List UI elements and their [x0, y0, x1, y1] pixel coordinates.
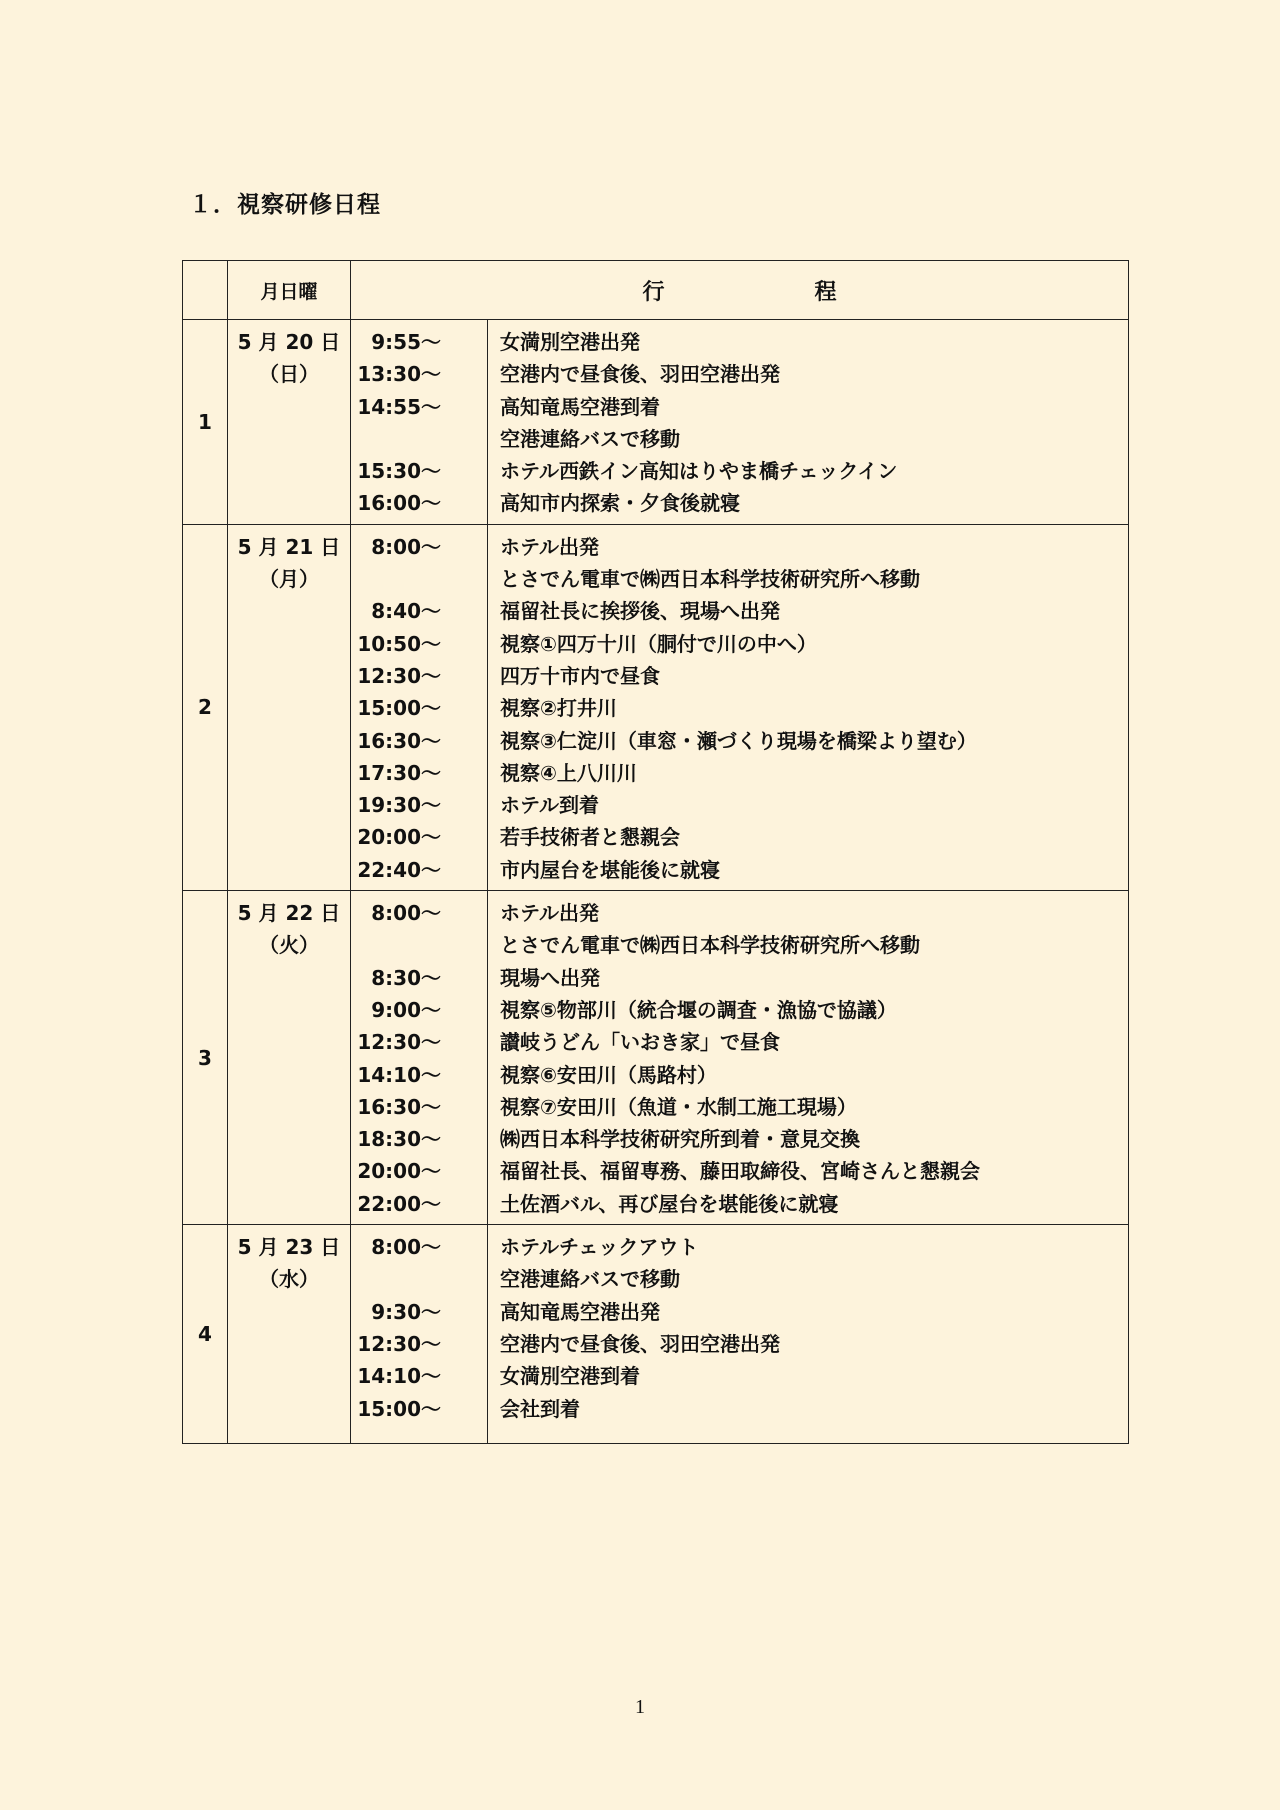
- day-row: [183, 891, 1129, 1225]
- page-number: 1: [635, 1696, 645, 1718]
- weekday: （月）: [259, 566, 319, 591]
- activity: ホテル到着: [500, 793, 599, 818]
- time: 16:30～: [357, 728, 441, 753]
- times-cell: [351, 524, 488, 890]
- time: 20:00～: [357, 1159, 441, 1184]
- activity: 視察④上八川川: [500, 760, 637, 785]
- schedule-table: [182, 260, 1129, 1444]
- activity: 視察⑥安田川（馬路村）: [500, 1062, 717, 1087]
- activity: 現場へ出発: [500, 965, 600, 990]
- day-number: 4: [183, 1225, 228, 1444]
- activities-cell: [488, 524, 1129, 890]
- activity: 女満別空港出発: [500, 330, 640, 354]
- activity: 空港内で昼食後、羽田空港出発: [500, 362, 780, 387]
- activity: とさでん電車で㈱西日本科学技術研究所へ移動: [500, 933, 920, 958]
- time: 19:30～: [357, 793, 441, 818]
- date: 5 月 20 日: [237, 330, 341, 354]
- time: 15:00～: [357, 1396, 441, 1421]
- activity: 視察⑤物部川（統合堰の調査・漁協で協議）: [500, 997, 897, 1022]
- time: 8:00～: [371, 901, 441, 926]
- time: 22:00～: [357, 1191, 441, 1216]
- time: 16:00～: [357, 491, 441, 516]
- header-itinerary-char2: 程: [814, 279, 837, 305]
- activity: 高知竜馬空港出発: [500, 1299, 660, 1324]
- activity: 土佐酒バル、再び屋台を堪能後に就寝: [500, 1191, 839, 1216]
- time: 8:00～: [371, 534, 441, 559]
- time: 15:30～: [357, 459, 441, 484]
- activity: 女満別空港到着: [500, 1364, 640, 1389]
- date: 5 月 21 日: [237, 534, 341, 559]
- activity: ホテルチェックアウト: [500, 1235, 699, 1260]
- time: 17:30～: [357, 760, 441, 785]
- date-cell: [228, 320, 351, 525]
- activity: ㈱西日本科学技術研究所到着・意見交換: [500, 1127, 860, 1152]
- header-itinerary-char1: 行: [642, 279, 665, 305]
- activity: 若手技術者と懇親会: [500, 825, 680, 850]
- activities-cell: [488, 1225, 1129, 1444]
- activity: 視察⑦安田川（魚道・水制工施工現場）: [500, 1094, 857, 1119]
- activity: ホテル出発: [500, 901, 599, 926]
- activity: 視察③仁淀川（車窓・瀬づくり現場を橋梁より望む）: [500, 728, 977, 753]
- times-cell: [351, 320, 488, 525]
- times-cell: [351, 1225, 488, 1444]
- time: 8:40～: [371, 599, 441, 624]
- date: 5 月 23 日: [237, 1235, 341, 1260]
- weekday: （日）: [259, 362, 319, 386]
- time: 8:00～: [371, 1235, 441, 1260]
- activity: 視察②打井川: [500, 696, 617, 721]
- time: 14:10～: [357, 1364, 441, 1389]
- times-cell: [351, 891, 488, 1225]
- time: 12:30～: [357, 1331, 441, 1356]
- date: 5 月 22 日: [237, 901, 341, 926]
- day-row: [183, 320, 1129, 525]
- date-cell: [228, 524, 351, 890]
- activities-cell: [488, 891, 1129, 1225]
- time: 9:55～: [371, 330, 441, 354]
- activity: 讃岐うどん「いおき家」で昼食: [500, 1030, 780, 1055]
- date-cell: [228, 891, 351, 1225]
- time: 8:30～: [371, 965, 441, 990]
- day-number: 2: [183, 524, 228, 890]
- activity: ホテル西鉄イン高知はりやま橋チェックイン: [500, 459, 898, 484]
- activity: とさでん電車で㈱西日本科学技術研究所へ移動: [500, 567, 920, 592]
- time: 16:30～: [357, 1094, 441, 1119]
- weekday: （火）: [259, 933, 319, 958]
- activity: 四万十市内で昼食: [500, 663, 660, 688]
- time: 18:30～: [357, 1127, 441, 1152]
- time: 20:00～: [357, 825, 441, 850]
- activity: 会社到着: [500, 1396, 580, 1421]
- activity: ホテル出発: [500, 534, 599, 559]
- time: 10:50～: [357, 631, 441, 656]
- activity: 福留社長に挨拶後、現場へ出発: [500, 599, 780, 624]
- time: [351, 929, 441, 961]
- weekday: （水）: [259, 1267, 319, 1292]
- time: 9:00～: [371, 997, 441, 1022]
- time: 15:00～: [357, 696, 441, 721]
- header-date: 月日曜: [228, 261, 351, 320]
- activity: 高知市内探索・夕食後就寝: [500, 491, 740, 516]
- day-row: [183, 524, 1129, 890]
- time: [351, 563, 441, 595]
- activity: 高知竜馬空港到着: [500, 394, 660, 419]
- activities-cell: [488, 320, 1129, 525]
- date-cell: [228, 1225, 351, 1444]
- day-row: [183, 1225, 1129, 1444]
- time: 22:40～: [357, 857, 441, 882]
- time: 12:30～: [357, 663, 441, 688]
- activity: 空港連絡バスで移動: [500, 426, 680, 451]
- time: [351, 1263, 441, 1295]
- activity: 市内屋台を堪能後に就寝: [500, 857, 720, 882]
- activity: 視察①四万十川（胴付で川の中へ）: [500, 631, 817, 656]
- time: [351, 423, 441, 455]
- activity: 福留社長、福留専務、藤田取締役、宮崎さんと懇親会: [500, 1159, 980, 1184]
- activity: 空港内で昼食後、羽田空港出発: [500, 1331, 780, 1356]
- day-number: 3: [183, 891, 228, 1225]
- time: 9:30～: [371, 1299, 441, 1324]
- time: 14:10～: [357, 1062, 441, 1087]
- time: 12:30～: [357, 1030, 441, 1055]
- section-title: １．視察研修日程: [189, 192, 381, 218]
- time: 13:30～: [357, 362, 441, 387]
- header-itinerary: [351, 261, 1129, 320]
- table-header-row: [183, 261, 1129, 320]
- header-day-number: [183, 261, 228, 320]
- day-number: 1: [183, 320, 228, 525]
- time: 14:55～: [357, 394, 441, 419]
- activity: 空港連絡バスで移動: [500, 1267, 680, 1292]
